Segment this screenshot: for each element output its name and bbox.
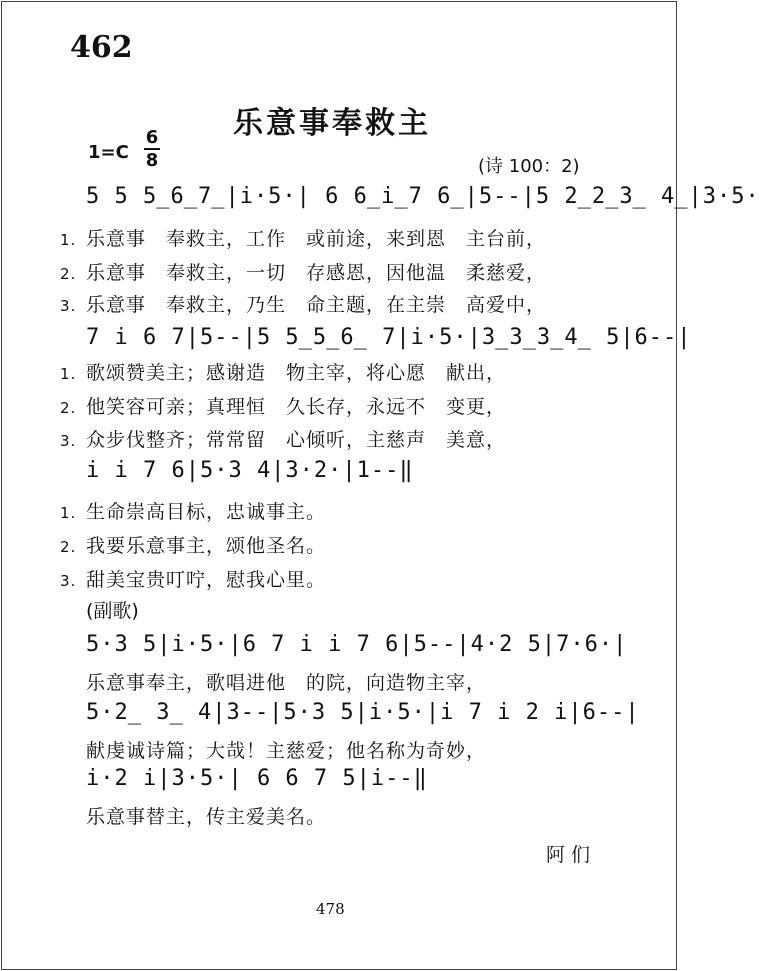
lyric-text: 众步伐整齐；常常留 心倾听，主慈声 美意，: [86, 429, 507, 451]
amen: 阿们: [546, 844, 597, 866]
notation-line: 5 5 5̲6̲7̲|i·5·| 6 6̲i̲7 6̲|5--|5 2̲2̲3̲ 4̲|3·5·: [86, 184, 760, 209]
chorus-lyric-line: 乐意事奉主，歌唱进他 的院，向造物主宰，: [86, 672, 487, 694]
lyric-line: [60, 565, 326, 592]
lyric-line: [60, 425, 506, 452]
notation-line: 5·2̲ 3̲ 4|3--|5·3 5|i·5·|i 7 i 2 i|6--|: [86, 700, 640, 725]
verse-number: 2.: [60, 399, 77, 417]
notation-line: 7 i 6 7|5--|5 5̲5̲6̲ 7|i·5·|3̲3̲3̲4̲ 5|6--|: [86, 325, 692, 350]
notation-line: 5·3 5|i·5·|6 7 i i 7 6|5--|4·2 5|7·6·|: [86, 632, 628, 657]
scripture-reference: (诗 100：2): [478, 156, 580, 177]
lyric-line: [60, 392, 506, 419]
notation-line: i i 7 6|5·3 4|3·2·|1--‖: [86, 458, 414, 483]
verse-number: 1.: [60, 365, 77, 383]
lyric-text: 生命崇高目标，忠诚事主。: [86, 501, 327, 523]
lyric-text: 乐意事 奉救主，工作 或前途，来到恩 主台前，: [86, 228, 547, 250]
lyric-line: [60, 258, 546, 285]
verse-number: 3.: [60, 572, 77, 590]
lyric-text: 乐意事 奉救主，乃生 命主题，在主崇 高爱中，: [86, 294, 547, 316]
lyric-text: 乐意事 奉救主，一切 存感恩，因他温 柔慈爱，: [86, 262, 547, 284]
key-signature: 1=C: [88, 142, 129, 163]
verse-number: 3.: [60, 297, 77, 315]
time-signature-top: 6: [145, 127, 159, 148]
verse-number: 2.: [60, 538, 77, 556]
chorus-label: (副歌): [86, 600, 139, 622]
notation-line: i·2 i|3·5·| 6 6 7 5|i--‖: [86, 766, 428, 791]
hymn-number: 462: [70, 30, 133, 65]
time-signature: [144, 128, 160, 170]
lyric-line: [60, 497, 326, 524]
lyric-text: 甜美宝贵叮咛，慰我心里。: [86, 569, 327, 591]
verse-number: 1.: [60, 504, 77, 522]
lyric-line: [60, 290, 546, 317]
lyric-line: [60, 224, 546, 251]
verse-number: 1.: [60, 231, 77, 249]
chorus-lyric-line: 乐意事替主，传主爱美名。: [86, 806, 327, 828]
lyric-text: 歌颂赞美主；感谢造 物主宰，将心愿 献出，: [86, 362, 507, 384]
page-number: 478: [316, 900, 345, 918]
lyric-line: [60, 358, 506, 385]
hymn-title: 乐意事奉救主: [233, 106, 431, 141]
lyric-text: 我要乐意事主，颂他圣名。: [86, 535, 327, 557]
lyric-text: 他笑容可亲；真理恒 久长存，永远不 变更，: [86, 396, 507, 418]
time-signature-bottom: 8: [145, 150, 159, 171]
verse-number: 3.: [60, 432, 77, 450]
chorus-lyric-line: 献虔诚诗篇；大哉！主慈爱；他名称为奇妙，: [86, 740, 487, 762]
verse-number: 2.: [60, 265, 77, 283]
lyric-line: [60, 531, 326, 558]
